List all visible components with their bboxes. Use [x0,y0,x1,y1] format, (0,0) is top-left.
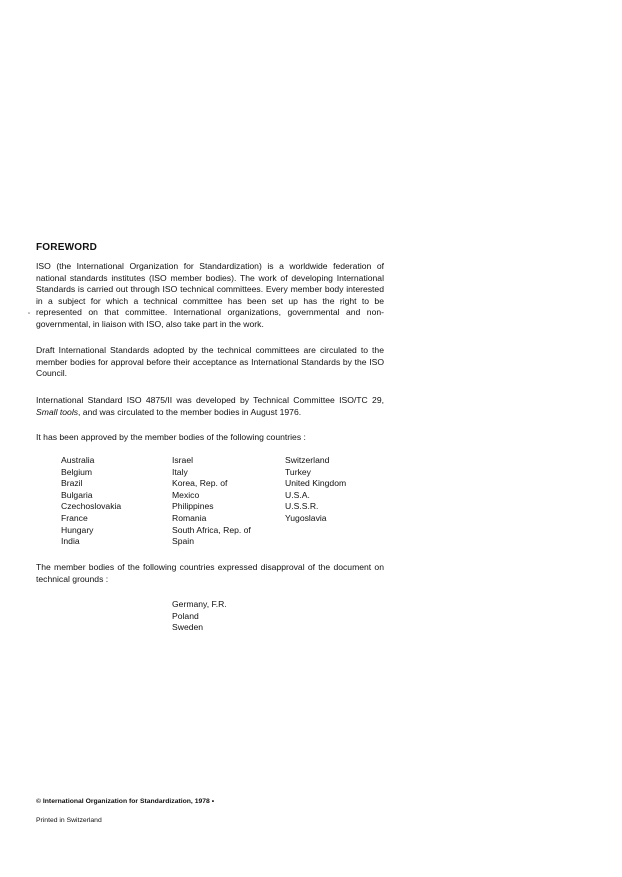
country: Switzerland [285,455,330,465]
country: Romania [172,512,207,523]
country: Poland [172,610,199,621]
country: U.S.S.R. [285,501,319,512]
paragraph-approved-intro: It has been approved by the member bodies of the following countries : [36,432,306,442]
country: United Kingdom [285,478,347,489]
country: Brazil [61,478,83,489]
country: Israel [172,455,194,465]
approved-countries-column-3 [285,455,346,525]
country: Czechoslovakia [61,501,122,512]
paragraph-iso-intro: ISO (the International Organization for Standardization) is a worldwide federation of national standards institutes (ISO member bodies). The work of developing International Standards is carried out through ISO technical committees. Every member body interested in a subject for which a technical committee has been set up has the right to be represented on that committee. International organizations, governmental and non-governmental, in liaison with ISO, also take part in the work. [36,261,384,329]
country: Hungary [61,524,94,535]
copyright-notice: © International Organization for Standardization, 1978 • [36,798,215,805]
p3-after: , and was circulated to the member bodies in August 1976. [78,406,302,417]
country: U.S.A. [285,489,310,500]
country: Italy [172,466,188,477]
foreword-heading: FOREWORD [36,242,98,253]
country: Korea, Rep. of [172,478,228,489]
country: Sweden [172,622,204,633]
country: South Africa, Rep. of [172,524,251,535]
country: Belgium [61,466,93,477]
margin-mark: ˘ [28,313,31,320]
country: Australia [61,455,95,465]
country: Mexico [172,489,200,500]
paragraph-standard-development [36,395,384,418]
printed-notice: Printed in Switzerland [36,817,102,824]
country: Philippines [172,501,214,512]
approved-countries-column-1 [61,455,121,548]
country: Bulgaria [61,489,93,500]
country: Spain [172,536,194,547]
country: Germany, F.R. [172,599,227,609]
country: Turkey [285,466,311,477]
p3-before: International Standard ISO 4875/II was developed by Technical Committee ISO/TC 29, [36,395,384,405]
country: Yugoslavia [285,512,327,523]
approved-countries-column-2 [172,455,251,548]
country: France [61,512,88,523]
paragraph-draft-standards: Draft International Standards adopted by the technical committees are circulated to the member bodies for approval before their acceptance as International Standards by the ISO Council. [36,345,384,379]
paragraph-disapproval-intro: The member bodies of the following countries expressed disapproval of the document on technical grounds : [36,562,384,584]
country: India [61,536,80,547]
p3-italic-title: Small tools [36,406,79,417]
disapproved-countries [172,599,227,634]
